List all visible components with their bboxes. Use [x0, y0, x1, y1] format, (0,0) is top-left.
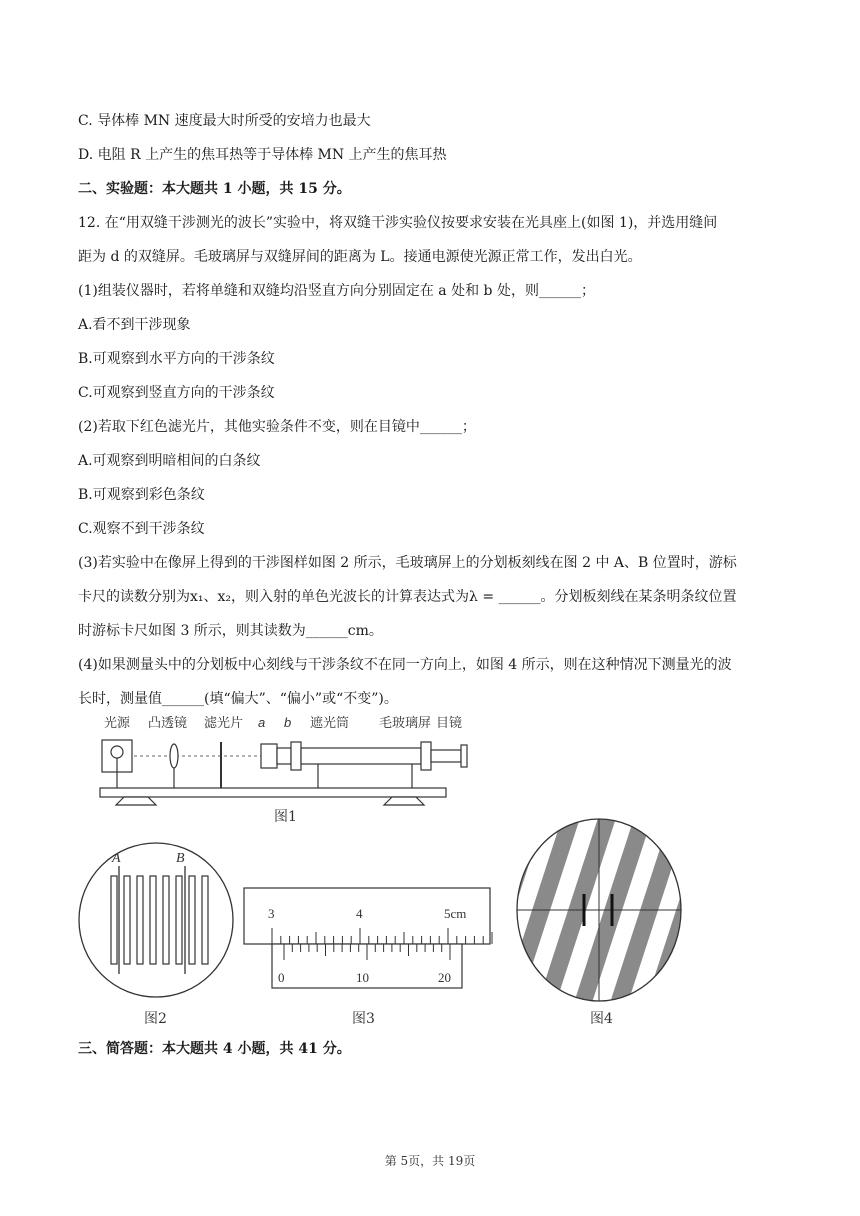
- sub-q2-option-b: B.可观察到彩色条纹: [78, 487, 205, 503]
- figure-2-interference-pattern: [78, 838, 234, 1004]
- sub-q1-option-c: C.可观察到竖直方向的干涉条纹: [78, 385, 275, 401]
- figure-3-caption: 图3: [352, 1011, 375, 1027]
- label-convex-lens: 凸透镜: [148, 715, 188, 730]
- sub-question-3-line-1: (3)若实验中在像屏上得到的干涉图样如图 2 所示，毛玻璃屏上的分划板刻线在图 2 中 A、B 位置时，游标: [78, 555, 737, 571]
- figure-2-caption: 图2: [144, 1011, 167, 1027]
- question-12-intro-1: 12. 在“用双缝干涉测光的波长”实验中，将双缝干涉实验仪按要求安装在光具座上(如图 1)，并选用缝间: [78, 215, 718, 231]
- main-scale-label-4: 4: [356, 906, 363, 921]
- section-heading-short-answer: 三、简答题：本大题共 4 小题，共 41 分。: [78, 1041, 351, 1057]
- sub-question-4-line-1: (4)如果测量头中的分划板中心刻线与干涉条纹不在同一方向上，如图 4 所示，则在这种情况下测量光的波: [78, 657, 732, 673]
- page-footer: 第 5页，共 19页: [384, 1154, 476, 1168]
- label-A: A: [112, 851, 121, 866]
- main-scale-label-3: 3: [268, 906, 275, 921]
- sub-q2-option-a: A.可观察到明暗相间的白条纹: [78, 453, 261, 469]
- sub-question-3-line-2: 卡尺的读数分别为x₁、x₂，则入射的单色光波长的计算表达式为λ = ______。分划板刻线在某条明条纹位置: [78, 589, 737, 605]
- label-ground-glass: 毛玻璃屏: [379, 715, 432, 730]
- sub-question-1: (1)组装仪器时，若将单缝和双缝均沿竖直方向分别固定在 a 处和 b 处，则______；: [78, 283, 595, 299]
- vernier-label-0: 0: [278, 970, 285, 985]
- figure-1-caption: 图1: [274, 809, 297, 825]
- sub-question-3-line-3: 时游标卡尺如图 3 所示，则其读数为______cm。: [78, 623, 383, 639]
- figure-4-tilted-fringes: [516, 818, 682, 1002]
- label-B: B: [176, 851, 185, 866]
- main-scale-label-5cm: 5cm: [444, 906, 467, 921]
- figure-4-caption: 图4: [590, 1011, 613, 1027]
- section-heading-experiment: 二、实验题：本大题共 1 小题，共 15 分。: [78, 181, 351, 197]
- sub-question-2: (2)若取下红色滤光片，其他实验条件不变，则在目镜中______；: [78, 419, 476, 435]
- sub-question-4-line-2: 长时，测量值______(填“偏大”、“偏小”或“不变”)。: [78, 691, 398, 707]
- option-d: D. 电阻 R 上产生的焦耳热等于导体棒 MN 上产生的焦耳热: [78, 147, 447, 163]
- label-a: a: [258, 715, 266, 730]
- label-b: b: [284, 715, 292, 730]
- sub-q1-option-a: A.看不到干涉现象: [78, 317, 191, 333]
- label-eyepiece: 目镜: [436, 715, 463, 730]
- sub-q1-option-b: B.可观察到水平方向的干涉条纹: [78, 351, 275, 367]
- figure-3-vernier-caliper: [242, 886, 494, 998]
- label-filter: 滤光片: [204, 715, 244, 730]
- sub-q2-option-c: C.观察不到干涉条纹: [78, 521, 205, 537]
- vernier-label-10: 10: [356, 970, 369, 985]
- vernier-label-20: 20: [438, 970, 451, 985]
- label-shade-tube: 遮光筒: [310, 715, 350, 730]
- question-12-intro-2: 距为 d 的双缝屏。毛玻璃屏与双缝屏间的距离为 L。接通电源使光源正常工作，发出白光。: [78, 249, 642, 265]
- label-light-source: 光源: [104, 715, 131, 730]
- option-c: C. 导体棒 MN 速度最大时所受的安培力也最大: [78, 113, 371, 129]
